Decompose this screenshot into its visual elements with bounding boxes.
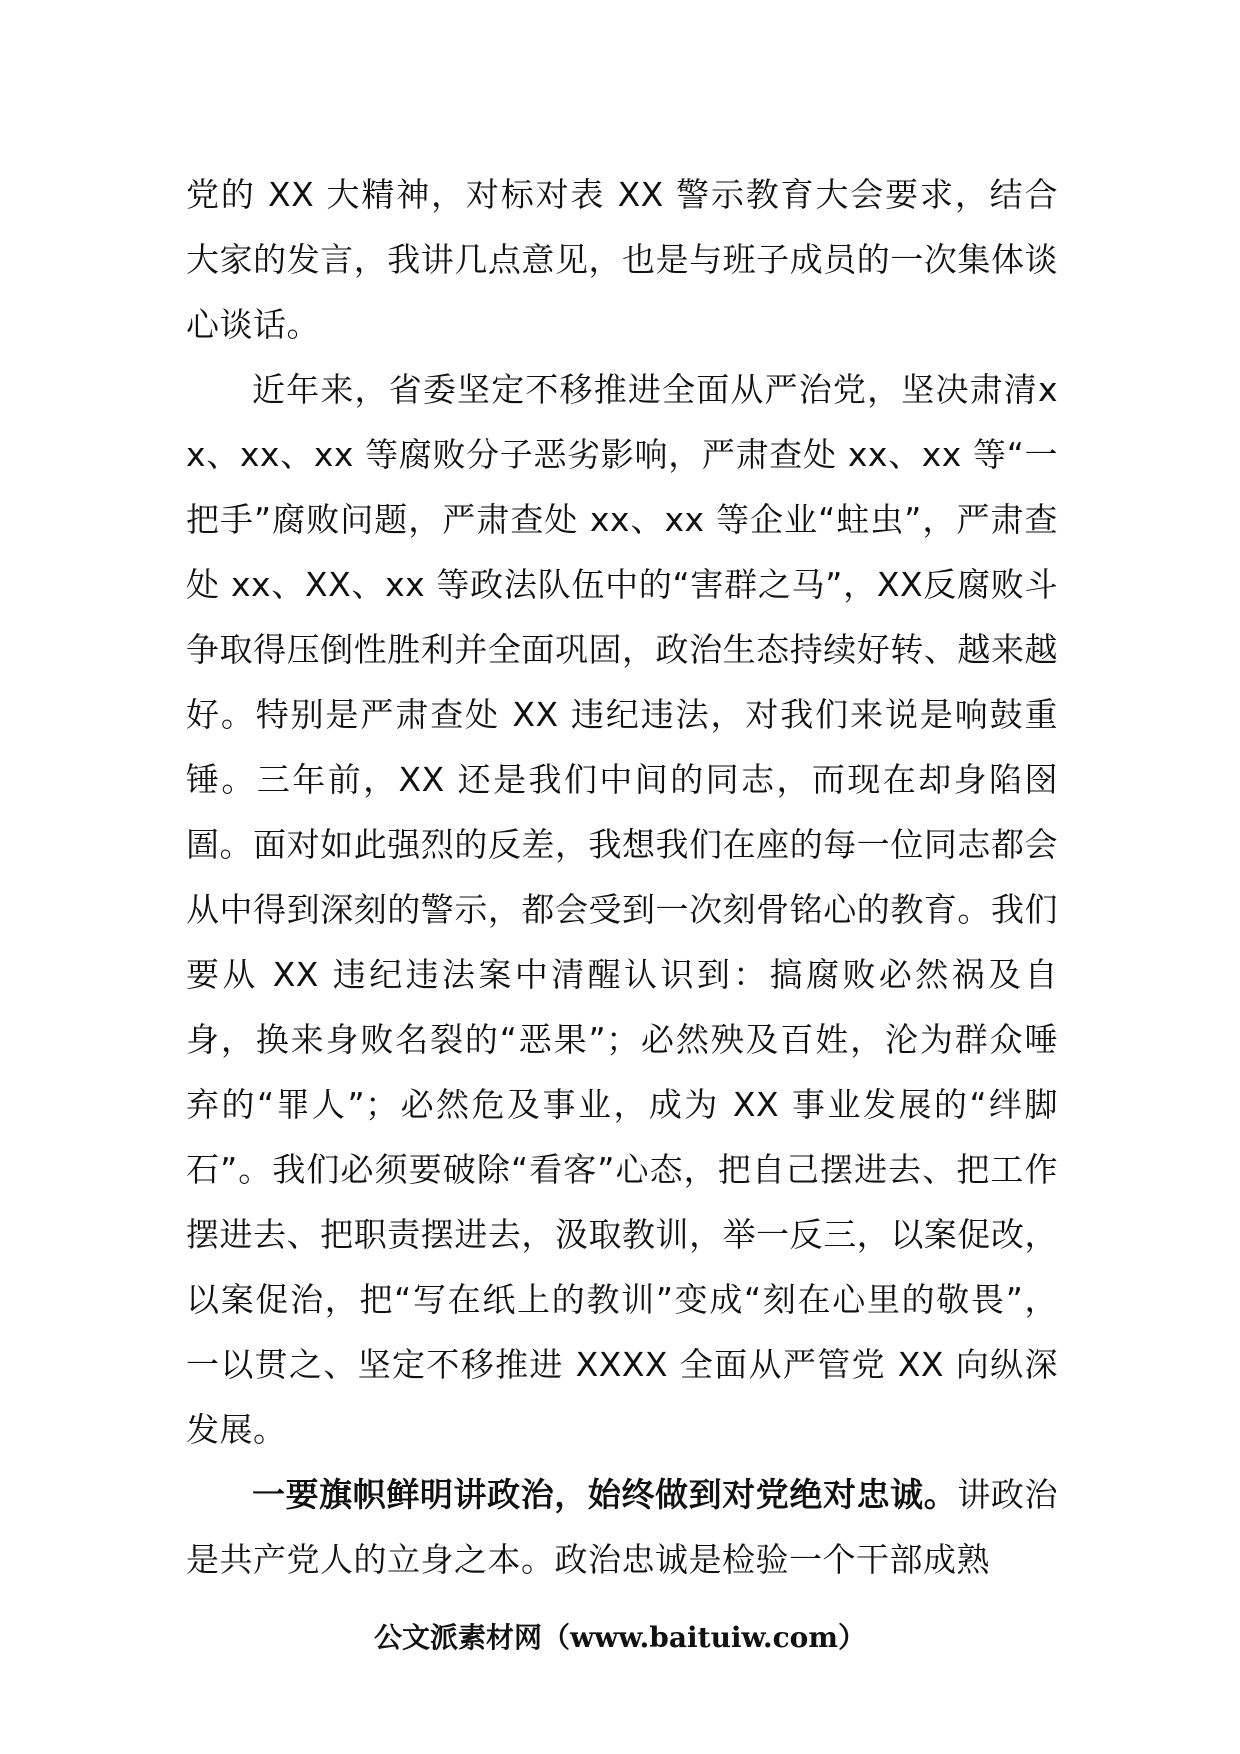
paragraph-continuation — [186, 162, 1058, 357]
body-text — [186, 162, 1058, 1592]
paragraph-text: 讲政治是共产党人的立身之本。政治忠诚是检验一个干部成熟 — [186, 1475, 1059, 1579]
paragraph-text: 党的 XX 大精神，对标对表 XX 警示教育大会要求，结合大家的发言，我讲几点意见，也是与班子成员的一次集体谈心谈话。 — [186, 175, 1058, 344]
paragraph-lead-heading: 一要旗帜鲜明讲政治，始终做到对党绝对忠诚。 — [252, 1475, 958, 1514]
footer-watermark: 公文派素材网（www.baituiw.com） — [374, 1621, 866, 1654]
paragraph-text: 近年来，省委坚定不移推进全面从严治党，坚决肃清xx、xx、xx 等腐败分子恶劣影响，严肃查处 xx、xx 等“一把手”腐败问题，严肃查处 xx、xx 等企业“蛀虫”，严肃查处 xx、XX、xx 等政法队伍中的“害群之马”，XX反腐败斗争取得压倒性胜利并全面巩固，政治生态持续好转、越来越好。特别是严肃查处 XX 违纪违法，对我们来说是响鼓重锤。三年前，XX 还是我们中间的同志，而现在却身陷囹圄。面对如此强烈的反差，我想我们在座的每一位同志都会从中得到深刻的警示，都会受到一次刻骨铭心的教育。我们要从 XX 违纪违法案中清醒认识到：搞腐败必然祸及自身，换来身败名裂的“恶果”；必然殃及百姓，沦为群众唾弃的“罪人”；必然危及事业，成为 XX 事业发展的“绊脚石”。我们必须要破除“看客”心态，把自己摆进去、把工作摆进去、把职责摆进去，汲取教训，举一反三，以案促改，以案促治，把“写在纸上的教训”变成“刻在心里的敬畏”，一以贯之、坚定不移推进 XXXX 全面从严管党 XX 向纵深发展。 — [186, 370, 1058, 1449]
paragraph-recent-years — [186, 357, 1058, 1462]
paragraph-point-one — [186, 1462, 1058, 1592]
